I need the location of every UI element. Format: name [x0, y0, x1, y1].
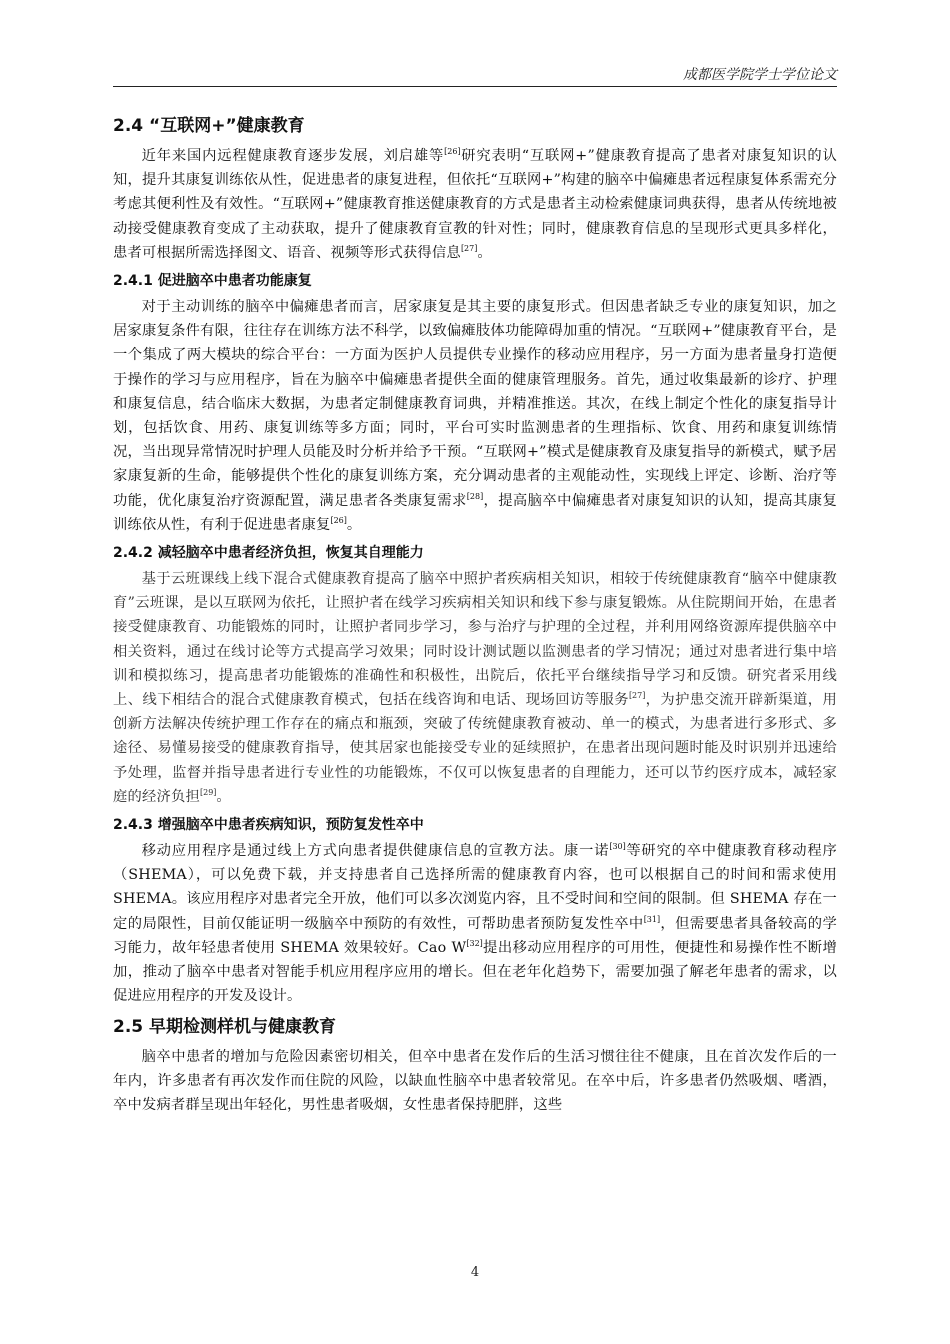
paragraph-text: 研究表明“互联网+”健康教育提高了患者对康复知识的认知，提升其康复训练依从性，促进患者的康复进程，但依托“互联网+”构建的脑卒中偏瘫患者远程康复体系需充分考虑其便利性及有效性。“互联网+”健康教育推送健康教育的方式是患者主动检索健康词典获得，患者从传统地被动接受健康教育变成了主动获取，提升了健康教育宣教的针对性；同时，健康教育信息的呈现形式更具多样化，患者可根据所需选择图文、语音、视频等形式获得信息 [113, 148, 838, 261]
running-header [113, 64, 837, 87]
paragraph-text: ，为护患交流开辟新渠道，用创新方法解决传统护理工作存在的痛点和瓶颈，突破了传统健康教育被动、单一的模式，为患者进行多形式、多途径、易懂易接受的健康教育指导，使其居家也能接受专业的延续照护，在患者出现问题时能及时识别并迅速给予处理，监督并指导患者进行专业性的功能锻炼，不仅可以恢复患者的自理能力，还可以节约医疗成本，减轻家庭的经济负担 [113, 692, 837, 805]
citation-ref: [29] [199, 788, 217, 798]
paragraph-2-5 [113, 1045, 837, 1118]
paragraph-text: 近年来国内远程健康教育逐步发展，刘启雄等 [141, 148, 445, 164]
citation-ref: [31] [643, 914, 661, 924]
paragraph-text: ，提高脑卒中偏瘫患者对康复知识的认知，提高其康复训练依从性，有利于促进患者康复 [113, 492, 837, 533]
citation-ref: [32] [466, 939, 483, 949]
subsection-heading-2-4-1: 2.4.1 促进脑卒中患者功能康复 [113, 273, 312, 290]
citation-ref: [27] [460, 244, 478, 254]
paragraph-text: 等研究的卒中健康教育移动程序（SHEMA），可以免费下载，并支持患者自己选择所需的健康教育内容，也可以根据自己的时间和需求使用 SHEMA。该应用程序对患者完全开放，他们可以多次浏览内容，且不受时间和空间的限制。但 SHEMA 存在一定的局限性，目前仅能证明一级脑卒中预防的有效性，可帮助患者预防复发性卒中 [113, 843, 837, 932]
subsection-heading-2-4-2: 2.4.2 减轻脑卒中患者经济负担，恢复其自理能力 [113, 545, 424, 562]
paragraph-text: ，但需要患者具备较高的学习能力，故年轻患者使用 SHEMA 效果较好。Cao W [113, 915, 838, 956]
page-number: 4 [470, 1265, 480, 1280]
subsection-heading-2-4-3: 2.4.3 增强脑卒中患者疾病知识，预防复发性卒中 [113, 817, 424, 834]
running-header-title: 成都医学院学士学位论文 [683, 67, 837, 83]
citation-ref: [30] [609, 842, 626, 852]
paragraph-text: 。 [477, 244, 492, 261]
paragraph-2-4 [113, 144, 837, 265]
paragraph-2-4-1 [113, 295, 837, 537]
citation-ref: [26] [444, 147, 461, 157]
paragraph-2-4-2 [113, 567, 837, 809]
citation-ref: [26] [330, 516, 347, 526]
paragraph-text: 。 [216, 788, 231, 805]
section-heading-2-4: 2.4 “互联网+”健康教育 [113, 116, 305, 136]
citation-ref: [27] [628, 691, 646, 701]
paragraph-text: 对于主动训练的脑卒中偏瘫患者而言，居家康复是其主要的康复形式。但因患者缺乏专业的康复知识，加之居家康复条件有限，往往存在训练方法不科学，以致偏瘫肢体功能障碍加重的情况。“互联网+”健康教育平台，是一个集成了两大模块的综合平台：一方面为医护人员提供专业操作的移动应用程序，另一方面为患者量身打造便于操作的学习与应用程序，旨在为脑卒中偏瘫患者提供全面的健康管理服务。首先，通过收集最新的诊疗、护理和康复信息，结合临床大数据，为患者定制健康教育词典，并精准推送。其次，在线上制定个性化的康复指导计划，包括饮食、用药、康复训练等多方面；同时，平台可实时监测患者的生理指标、饮食、用药和康复训练情况，当出现异常情况时护理人员能及时分析并给予干预。“互联网+”模式是健康教育及康复指导的新模式，赋予居家康复新的生命，能够提供个性化的康复训练方案，充分调动患者的主观能动性，实现线上评定、诊断、治疗等功能，优化康复治疗资源配置，满足患者各类康复需求 [113, 299, 837, 509]
page-body [113, 114, 837, 1117]
paragraph-text: 提出移动应用程序的可用性，便捷性和易操作性不断增加，推动了脑卒中患者对智能手机应用程序应用的增长。但在老年化趋势下，需要加强了解老年患者的需求，以促进应用程序的开发及设计。 [113, 939, 837, 1005]
paragraph-text: 。 [346, 516, 362, 533]
paragraph-text: 基于云班课线上线下混合式健康教育提高了脑卒中照护者疾病相关知识，相较于传统健康教育“脑卒中健康教育”云班课，是以互联网为依托，让照护者在线学习疾病相关知识和线下参与康复锻炼。从住院期间开始，在患者接受健康教育、功能锻炼的同时，让照护者同步学习，参与治疗与护理的全过程，并利用网络资源库提供脑卒中相关资料，通过在线讨论等方式提高学习效果；同时设计测试题以监测患者的学习情况；通过对患者进行集中培训和模拟练习，提高患者功能锻炼的准确性和积极性，出院后，依托平台继续指导学习和反馈。研究者采用线上、线下相结合的混合式健康教育模式，包括在线咨询和电话、现场回访等服务 [113, 571, 837, 709]
section-heading-2-5: 2.5 早期检测样机与健康教育 [113, 1016, 337, 1037]
paragraph-2-4-3 [113, 839, 837, 1008]
paragraph-text: 移动应用程序是通过线上方式向患者提供健康信息的宣教方法。康一诺 [141, 843, 610, 860]
paragraph-text: 脑卒中患者的增加与危险因素密切相关，但卒中患者在发作后的生活习惯往往不健康，且在首次发作后的一年内，许多患者有再次发作而住院的风险，以缺血性脑卒中患者较常见。在卒中后，许多患者仍然吸烟、嗜酒，卒中发病者群呈现出年轻化，男性患者吸烟，女性患者保持肥胖，这些 [113, 1048, 837, 1113]
citation-ref: [28] [466, 491, 484, 501]
